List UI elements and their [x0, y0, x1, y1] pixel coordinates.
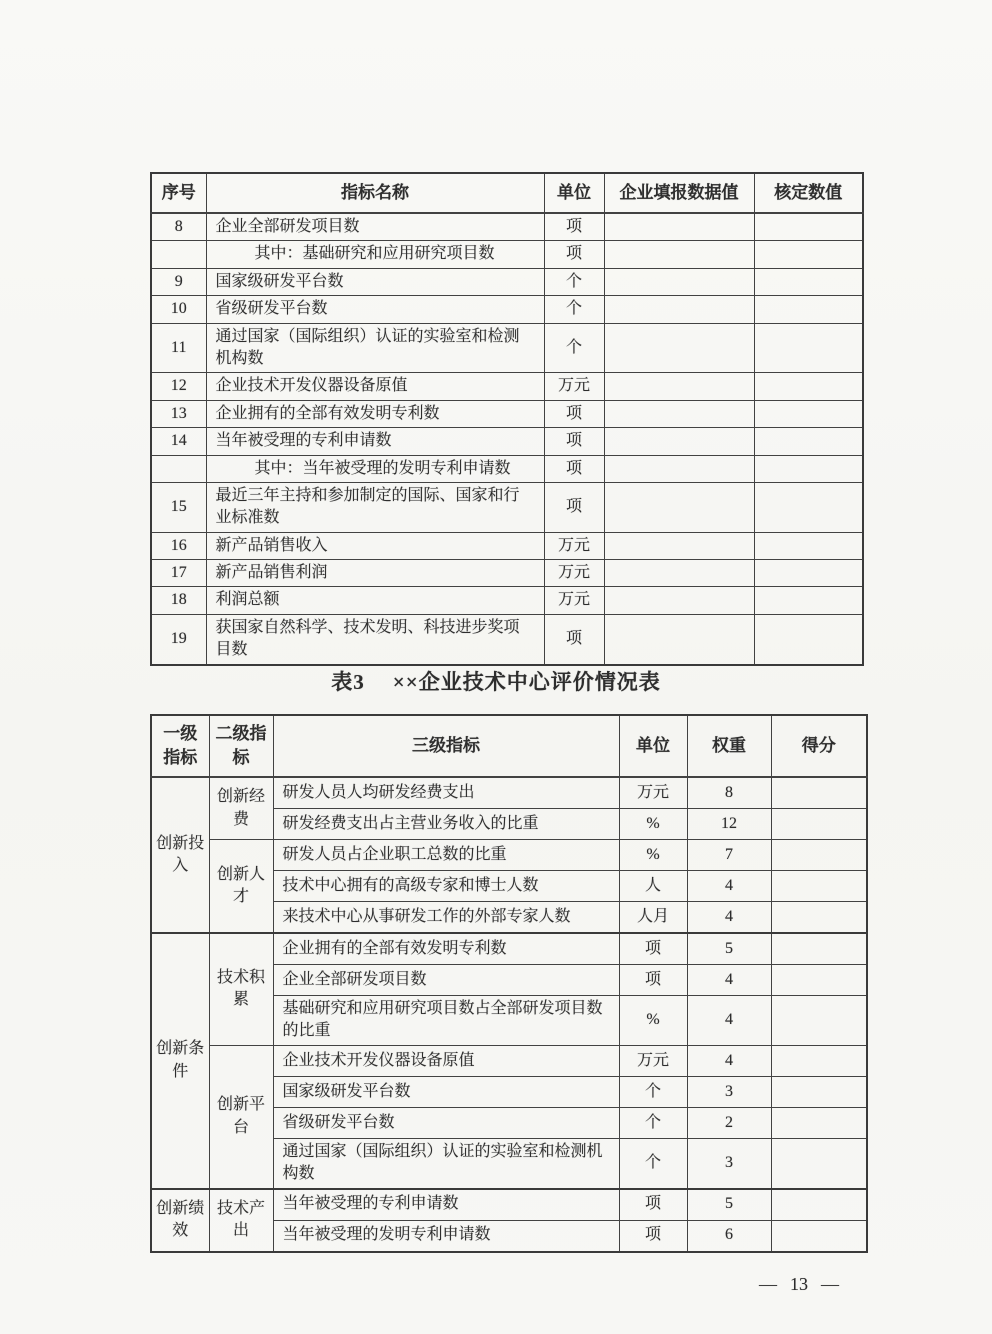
- row-number-cell: 16: [151, 532, 206, 559]
- row-number-cell: 11: [151, 323, 206, 373]
- unit-cell: 项: [619, 965, 687, 996]
- indicator-column-header-4: 核定数值: [754, 173, 863, 213]
- unit-cell: 个: [544, 296, 604, 323]
- level3-indicator-cell: 企业全部研发项目数: [273, 965, 619, 996]
- unit-cell: %: [619, 809, 687, 840]
- unit-cell: 万元: [544, 560, 604, 587]
- indicator-row: [151, 373, 863, 400]
- verified-value-cell: [754, 296, 863, 323]
- level3-indicator-cell: 来技术中心从事研发工作的外部专家人数: [273, 902, 619, 934]
- indicator-row: [151, 213, 863, 241]
- level3-indicator-cell: 企业技术开发仪器设备原值: [273, 1045, 619, 1076]
- row-number-cell: [151, 455, 206, 482]
- reported-value-cell: [604, 213, 754, 241]
- verified-value-cell: [754, 560, 863, 587]
- reported-value-cell: [604, 241, 754, 268]
- weight-cell: 3: [687, 1138, 771, 1188]
- indicator-column-header-2: 单位: [544, 173, 604, 213]
- level3-indicator-cell: 国家级研发平台数: [273, 1076, 619, 1107]
- verified-value-cell: [754, 428, 863, 455]
- table3-title: [0, 666, 992, 696]
- page-number-dash-right: —: [821, 1274, 839, 1294]
- unit-cell: 项: [544, 482, 604, 532]
- indicator-row: [151, 560, 863, 587]
- score-cell: [771, 902, 867, 934]
- score-cell: [771, 777, 867, 809]
- level2-indicator-cell: 创新平台: [209, 1045, 273, 1188]
- level3-indicator-cell: 当年被受理的专利申请数: [273, 1189, 619, 1221]
- weight-cell: 3: [687, 1076, 771, 1107]
- evaluation-column-header-3: 单位: [619, 715, 687, 777]
- row-number-cell: 19: [151, 614, 206, 664]
- weight-cell: 8: [687, 777, 771, 809]
- unit-cell: 项: [544, 428, 604, 455]
- reported-value-cell: [604, 296, 754, 323]
- reported-value-cell: [604, 587, 754, 614]
- indicator-name-cell: 其中：基础研究和应用研究项目数: [206, 241, 544, 268]
- indicator-name-cell: 利润总额: [206, 587, 544, 614]
- evaluation-row: [151, 1045, 867, 1076]
- evaluation-row: [151, 1189, 867, 1221]
- reported-value-cell: [604, 482, 754, 532]
- reported-value-cell: [604, 323, 754, 373]
- indicator-row: [151, 268, 863, 295]
- evaluation-row: [151, 840, 867, 871]
- indicator-name-cell: 新产品销售利润: [206, 560, 544, 587]
- level1-indicator-cell: 创新绩效: [151, 1189, 209, 1252]
- level3-indicator-cell: 企业拥有的全部有效发明专利数: [273, 933, 619, 965]
- weight-cell: 4: [687, 871, 771, 902]
- page-number-value: 13: [790, 1274, 808, 1294]
- weight-cell: 4: [687, 1045, 771, 1076]
- verified-value-cell: [754, 213, 863, 241]
- unit-cell: 个: [544, 268, 604, 295]
- score-cell: [771, 933, 867, 965]
- page-number-dash-left: —: [759, 1274, 777, 1294]
- weight-cell: 4: [687, 965, 771, 996]
- indicator-table-body: [151, 213, 863, 665]
- level3-indicator-cell: 当年被受理的发明专利申请数: [273, 1220, 619, 1252]
- evaluation-table-header-row: [151, 715, 867, 777]
- indicator-name-cell: 省级研发平台数: [206, 296, 544, 323]
- row-number-cell: 8: [151, 213, 206, 241]
- evaluation-column-header-2: 三级指标: [273, 715, 619, 777]
- unit-cell: 项: [619, 1189, 687, 1221]
- evaluation-row: [151, 933, 867, 965]
- score-cell: [771, 840, 867, 871]
- reported-value-cell: [604, 455, 754, 482]
- indicator-name-cell: 获国家自然科学、技术发明、科技进步奖项目数: [206, 614, 544, 664]
- row-number-cell: 10: [151, 296, 206, 323]
- indicator-name-cell: 当年被受理的专利申请数: [206, 428, 544, 455]
- score-cell: [771, 1220, 867, 1252]
- score-cell: [771, 965, 867, 996]
- table3-title-label: 表3: [331, 670, 365, 694]
- verified-value-cell: [754, 373, 863, 400]
- row-number-cell: 9: [151, 268, 206, 295]
- row-number-cell: 18: [151, 587, 206, 614]
- row-number-cell: [151, 241, 206, 268]
- reported-value-cell: [604, 560, 754, 587]
- indicator-data-table: [150, 172, 864, 666]
- score-cell: [771, 809, 867, 840]
- score-cell: [771, 1107, 867, 1138]
- indicator-row: [151, 532, 863, 559]
- row-number-cell: 14: [151, 428, 206, 455]
- level3-indicator-cell: 研发人员人均研发经费支出: [273, 777, 619, 809]
- unit-cell: 万元: [619, 777, 687, 809]
- weight-cell: 2: [687, 1107, 771, 1138]
- indicator-name-cell: 国家级研发平台数: [206, 268, 544, 295]
- weight-cell: 5: [687, 1189, 771, 1221]
- unit-cell: %: [619, 996, 687, 1046]
- indicator-row: [151, 587, 863, 614]
- evaluation-table: [150, 714, 868, 1253]
- unit-cell: 项: [619, 1220, 687, 1252]
- unit-cell: 项: [544, 241, 604, 268]
- indicator-name-cell: 企业全部研发项目数: [206, 213, 544, 241]
- weight-cell: 7: [687, 840, 771, 871]
- level2-indicator-cell: 创新经费: [209, 777, 273, 840]
- level3-indicator-cell: 通过国家（国际组织）认证的实验室和检测机构数: [273, 1138, 619, 1188]
- indicator-name-cell: 通过国家（国际组织）认证的实验室和检测机构数: [206, 323, 544, 373]
- score-cell: [771, 1045, 867, 1076]
- weight-cell: 6: [687, 1220, 771, 1252]
- indicator-column-header-0: 序号: [151, 173, 206, 213]
- evaluation-row: [151, 777, 867, 809]
- weight-cell: 4: [687, 996, 771, 1046]
- unit-cell: 万元: [544, 587, 604, 614]
- indicator-row: [151, 614, 863, 664]
- score-cell: [771, 1138, 867, 1188]
- row-number-cell: 12: [151, 373, 206, 400]
- reported-value-cell: [604, 373, 754, 400]
- indicator-name-cell: 企业拥有的全部有效发明专利数: [206, 400, 544, 427]
- indicator-column-header-3: 企业填报数据值: [604, 173, 754, 213]
- reported-value-cell: [604, 268, 754, 295]
- row-number-cell: 17: [151, 560, 206, 587]
- unit-cell: 项: [544, 455, 604, 482]
- verified-value-cell: [754, 455, 863, 482]
- level1-indicator-cell: 创新投入: [151, 777, 209, 933]
- indicator-name-cell: 新产品销售收入: [206, 532, 544, 559]
- indicator-row: [151, 428, 863, 455]
- indicator-row: [151, 400, 863, 427]
- score-cell: [771, 871, 867, 902]
- level3-indicator-cell: 基础研究和应用研究项目数占全部研发项目数的比重: [273, 996, 619, 1046]
- level2-indicator-cell: 技术产出: [209, 1189, 273, 1252]
- unit-cell: 万元: [619, 1045, 687, 1076]
- evaluation-column-header-4: 权重: [687, 715, 771, 777]
- unit-cell: 项: [544, 400, 604, 427]
- indicator-row: [151, 296, 863, 323]
- unit-cell: 个: [619, 1138, 687, 1188]
- score-cell: [771, 1076, 867, 1107]
- level3-indicator-cell: 研发经费支出占主营业务收入的比重: [273, 809, 619, 840]
- indicator-name-cell: 最近三年主持和参加制定的国际、国家和行业标准数: [206, 482, 544, 532]
- evaluation-column-header-5: 得分: [771, 715, 867, 777]
- level3-indicator-cell: 技术中心拥有的高级专家和博士人数: [273, 871, 619, 902]
- reported-value-cell: [604, 614, 754, 664]
- row-number-cell: 13: [151, 400, 206, 427]
- reported-value-cell: [604, 428, 754, 455]
- verified-value-cell: [754, 614, 863, 664]
- table3-title-text: ××企业技术中心评价情况表: [392, 670, 661, 694]
- verified-value-cell: [754, 482, 863, 532]
- indicator-row: [151, 482, 863, 532]
- row-number-cell: 15: [151, 482, 206, 532]
- unit-cell: 人月: [619, 902, 687, 934]
- indicator-name-cell: 企业技术开发仪器设备原值: [206, 373, 544, 400]
- indicator-row: [151, 323, 863, 373]
- weight-cell: 4: [687, 902, 771, 934]
- reported-value-cell: [604, 532, 754, 559]
- verified-value-cell: [754, 323, 863, 373]
- unit-cell: 项: [619, 933, 687, 965]
- verified-value-cell: [754, 587, 863, 614]
- verified-value-cell: [754, 268, 863, 295]
- evaluation-column-header-0: 一级指标: [151, 715, 209, 777]
- unit-cell: 万元: [544, 373, 604, 400]
- unit-cell: 个: [544, 323, 604, 373]
- unit-cell: 个: [619, 1076, 687, 1107]
- unit-cell: 项: [544, 614, 604, 664]
- weight-cell: 12: [687, 809, 771, 840]
- weight-cell: 5: [687, 933, 771, 965]
- level2-indicator-cell: 技术积累: [209, 933, 273, 1045]
- unit-cell: 个: [619, 1107, 687, 1138]
- unit-cell: %: [619, 840, 687, 871]
- unit-cell: 人: [619, 871, 687, 902]
- level3-indicator-cell: 研发人员占企业职工总数的比重: [273, 840, 619, 871]
- reported-value-cell: [604, 400, 754, 427]
- verified-value-cell: [754, 241, 863, 268]
- evaluation-column-header-1: 二级指标: [209, 715, 273, 777]
- level1-indicator-cell: 创新条件: [151, 933, 209, 1189]
- score-cell: [771, 996, 867, 1046]
- verified-value-cell: [754, 400, 863, 427]
- score-cell: [771, 1189, 867, 1221]
- indicator-row: [151, 455, 863, 482]
- unit-cell: 项: [544, 213, 604, 241]
- indicator-name-cell: 其中：当年被受理的发明专利申请数: [206, 455, 544, 482]
- indicator-column-header-1: 指标名称: [206, 173, 544, 213]
- unit-cell: 万元: [544, 532, 604, 559]
- evaluation-table-body: [151, 777, 867, 1252]
- level2-indicator-cell: 创新人才: [209, 840, 273, 934]
- verified-value-cell: [754, 532, 863, 559]
- indicator-row: [151, 241, 863, 268]
- indicator-table-header-row: [151, 173, 863, 213]
- page-number: [746, 1274, 852, 1295]
- level3-indicator-cell: 省级研发平台数: [273, 1107, 619, 1138]
